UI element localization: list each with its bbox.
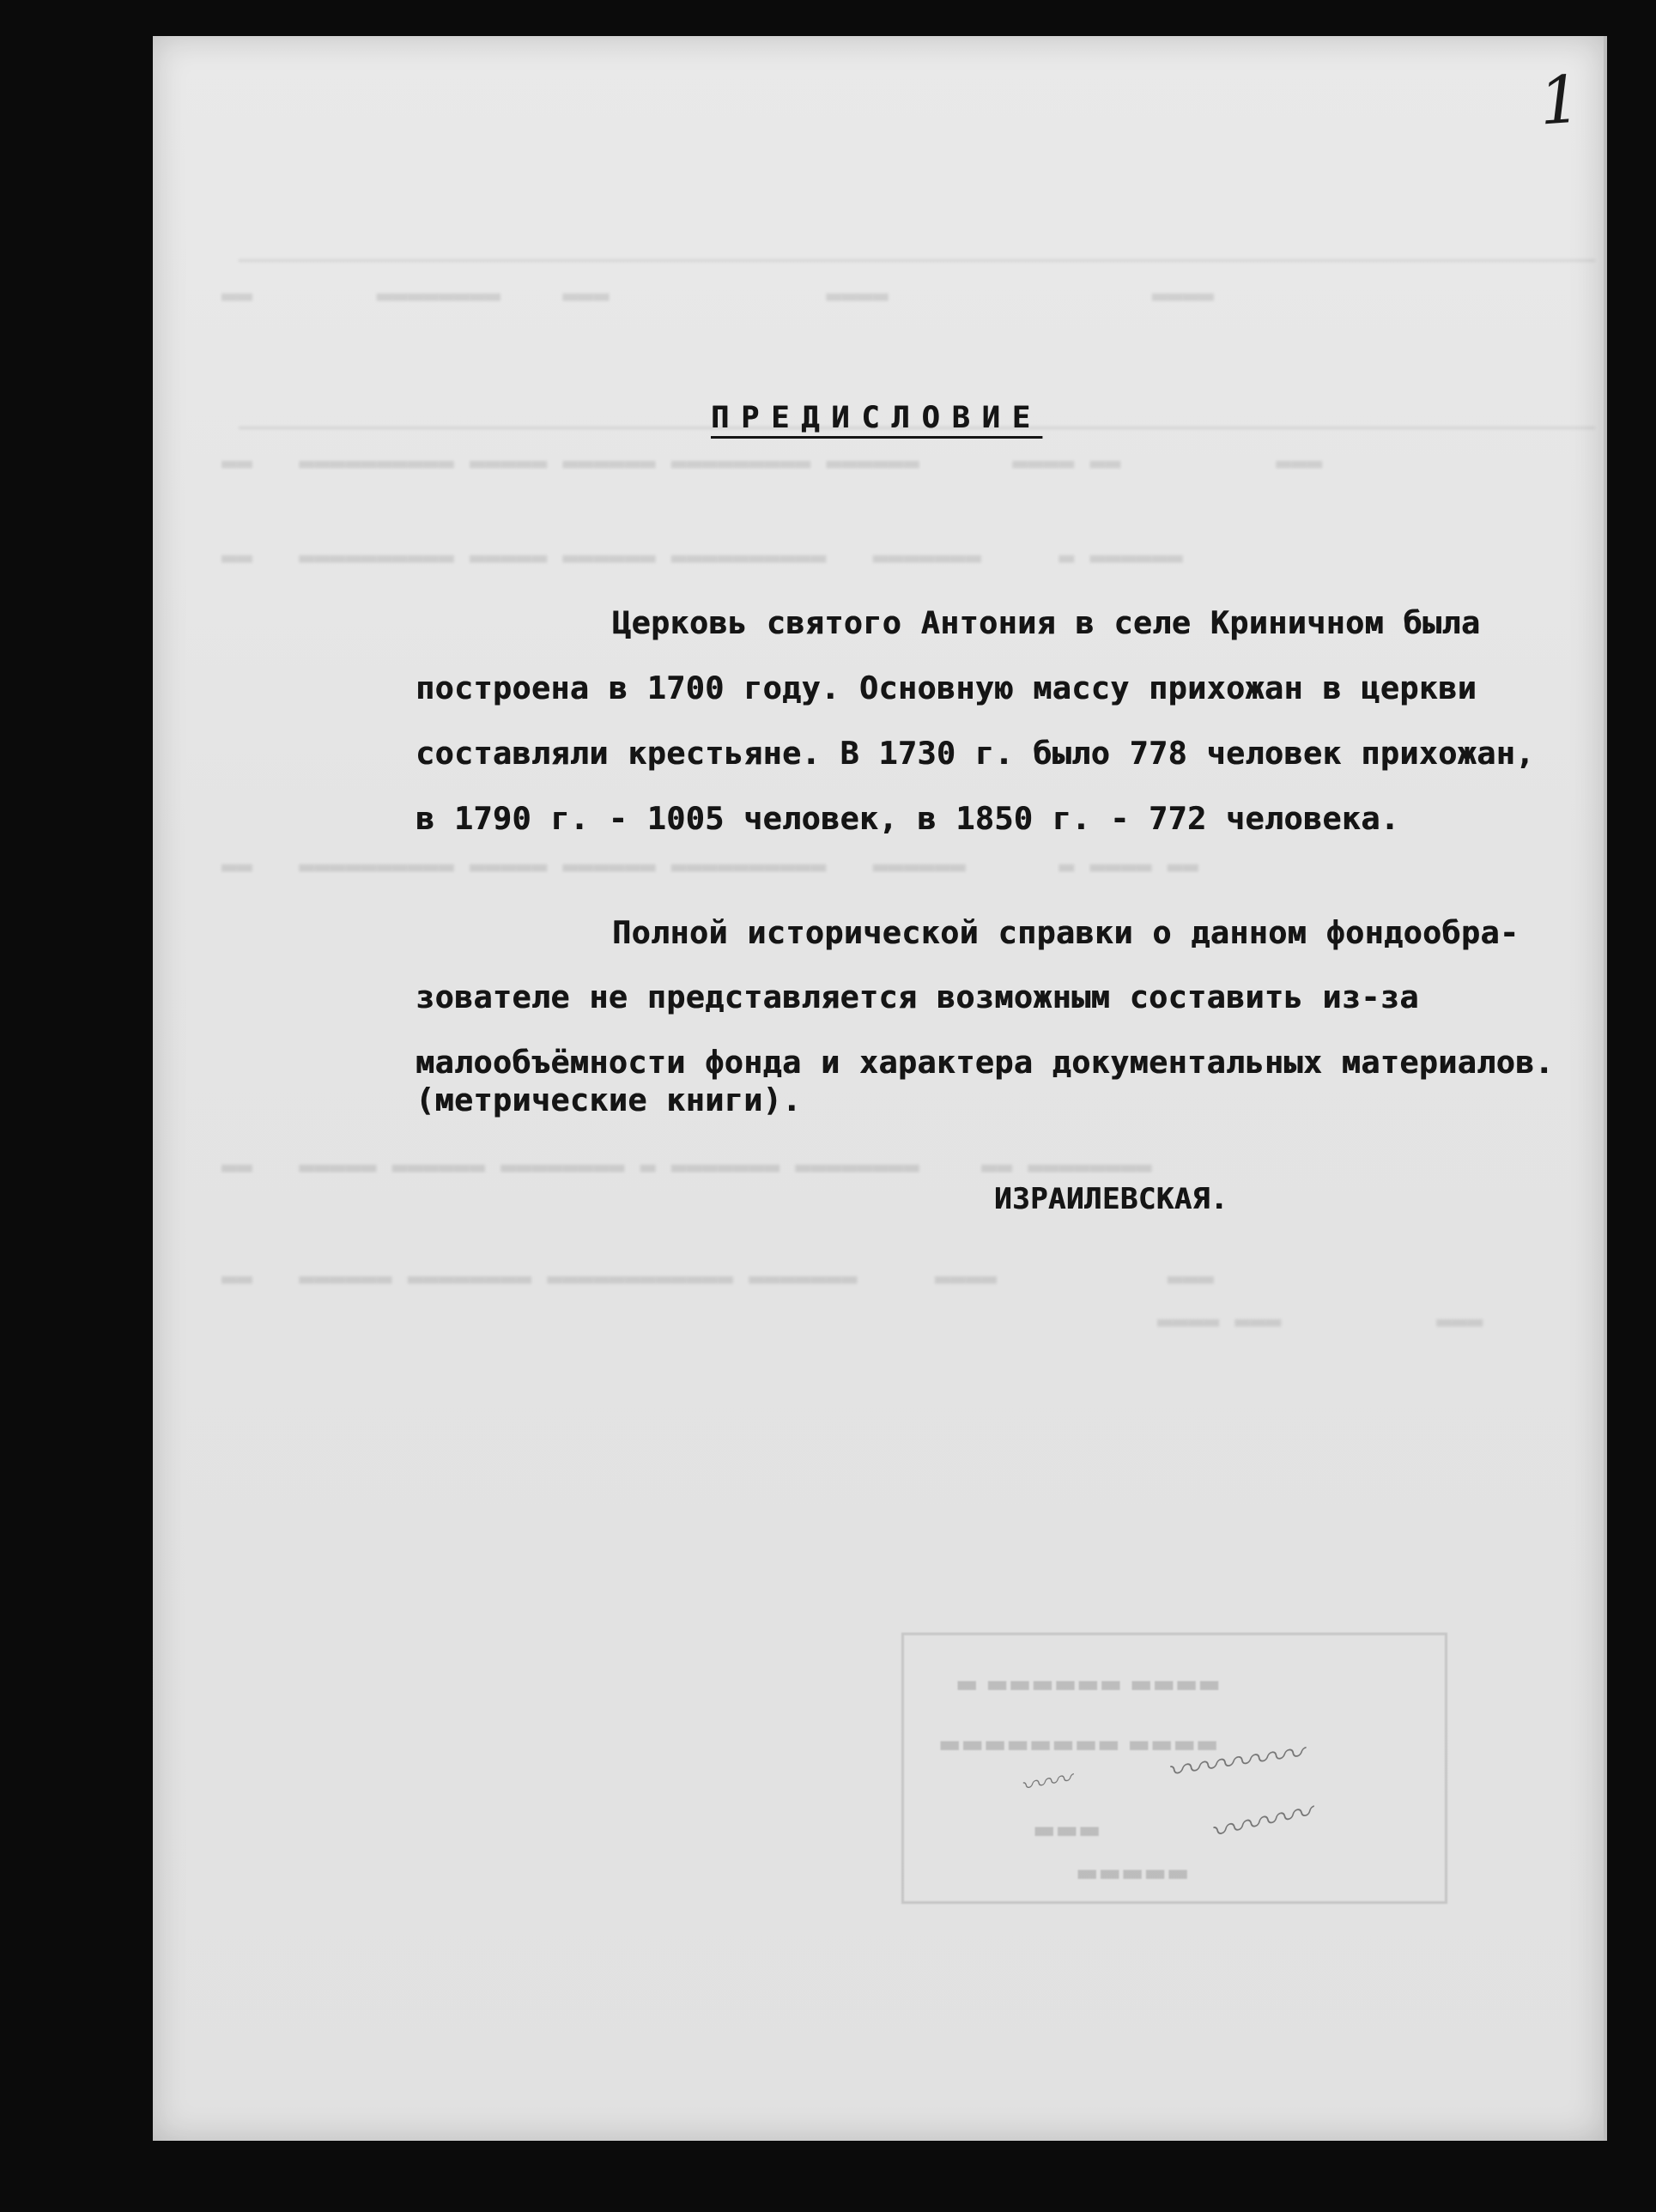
handwritten-mark: 〰〰〰 (1206, 1792, 1316, 1853)
paragraph-2-line-1: Полной исторической справки о данном фондообра- (612, 914, 1520, 951)
ghost-text: ▬▬ ▬▬▬▬▬ ▬▬▬▬▬▬ ▬▬▬▬▬▬▬▬ ▬ ▬▬▬▬▬▬▬ ▬▬▬▬▬▬▬▬ ▬▬ ▬▬▬▬▬▬▬▬ (221, 1152, 1152, 1182)
ghost-text: ▬▬ ▬▬▬▬▬▬▬▬▬▬ ▬▬▬▬▬ ▬▬▬▬▬▬ ▬▬▬▬▬▬▬▬▬▬ ▬▬▬▬▬▬ ▬ ▬▬▬▬ ▬▬ (221, 851, 1198, 882)
paragraph-1-line-4: в 1790 г. - 1005 человек, в 1850 г. - 772 человека. (416, 800, 1400, 837)
stamp-text: ▬▬▬ (1033, 1815, 1101, 1844)
ghost-text: ▬▬ ▬▬▬▬▬▬▬▬▬▬ ▬▬▬▬▬ ▬▬▬▬▬▬ ▬▬▬▬▬▬▬▬▬ ▬▬▬▬▬▬ ▬▬▬▬ ▬▬ ▬▬▬ (221, 448, 1323, 478)
ghost-text: ▬▬ ▬▬▬▬▬▬▬▬ ▬▬▬ ▬▬▬▬ ▬▬▬▬ (221, 281, 1214, 311)
paragraph-2-line-4: (метрические книги). (416, 1082, 802, 1118)
ghost-table-rule (239, 259, 1595, 262)
ghost-text: ▬▬▬▬ ▬▬▬ ▬▬▬ (1157, 1306, 1483, 1336)
paragraph-1-line-2: построена в 1700 году. Основную массу прихожан в церкви (416, 670, 1477, 706)
stamp-text: ▬▬▬▬▬▬▬▬ ▬▬▬▬ (938, 1730, 1219, 1758)
handwritten-mark: 〰〰 (1018, 1764, 1075, 1803)
paragraph-1-line-1: Церковь святого Антония в селе Криничном была (612, 604, 1481, 641)
page-title: ПРЕДИСЛОВИЕ (711, 401, 1042, 435)
paragraph-1-line-3: составляли крестьяне. В 1730 г. было 778 человек прихожан, (416, 735, 1535, 772)
signature: ИЗРАИЛЕВСКАЯ. (994, 1182, 1228, 1216)
stamp-text: ▬ ▬▬▬▬▬▬ ▬▬▬▬ (955, 1670, 1221, 1698)
document-page (153, 36, 1607, 2141)
ghost-text: ▬▬ ▬▬▬▬▬▬ ▬▬▬▬▬▬▬▬ ▬▬▬▬▬▬▬▬▬▬▬▬ ▬▬▬▬▬▬▬ ▬▬▬▬ ▬▬▬ (221, 1264, 1214, 1294)
stamp-text: ▬▬▬▬▬ (1076, 1858, 1190, 1887)
paragraph-2-line-2: зователе не представляется возможным составить из-за (416, 979, 1419, 1015)
ghost-text: ▬▬ ▬▬▬▬▬▬▬▬▬▬ ▬▬▬▬▬ ▬▬▬▬▬▬ ▬▬▬▬▬▬▬▬▬▬ ▬▬▬▬▬▬▬ ▬ ▬▬▬▬▬▬ (221, 542, 1183, 573)
paragraph-2-line-3: малообъёмности фонда и характера документальных материалов. (416, 1044, 1555, 1081)
page-number: 1 (1536, 60, 1584, 140)
handwritten-mark: 〰〰〰〰 (1164, 1734, 1306, 1792)
